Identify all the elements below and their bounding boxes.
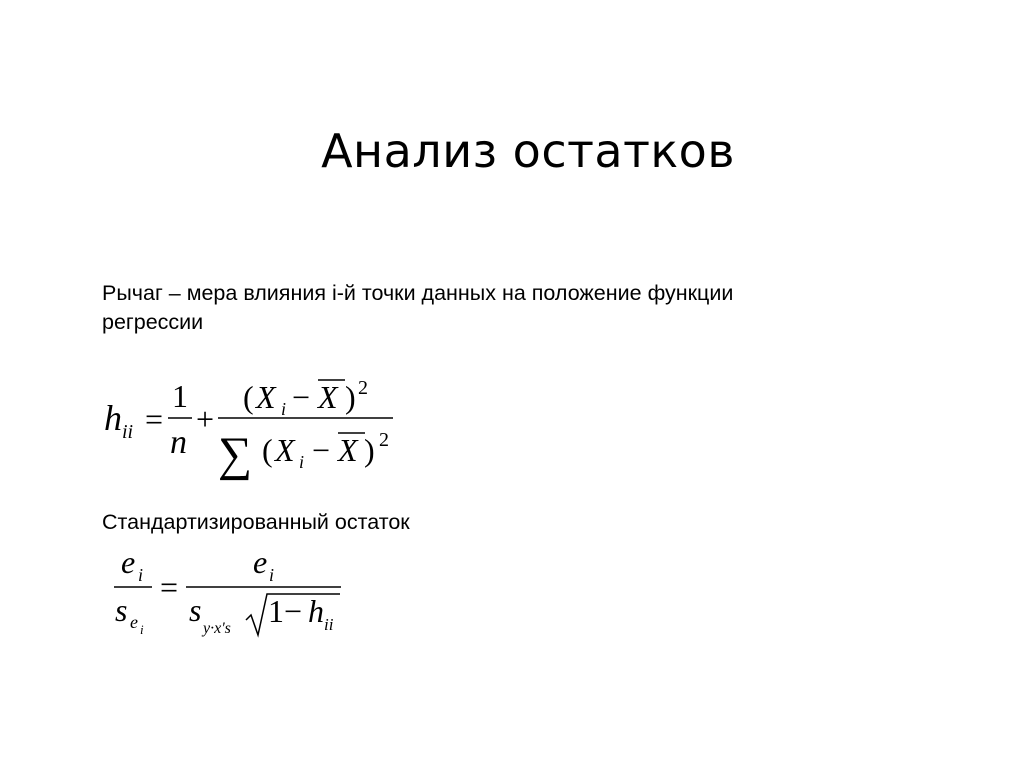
plus-sign: + xyxy=(196,401,215,437)
fraction-denominator-n: n xyxy=(170,424,187,461)
summation-sign: ∑ xyxy=(218,428,253,481)
den-X: X xyxy=(275,432,295,468)
lhs-s-subsubscript: i xyxy=(140,622,144,637)
rhs-e-subscript: i xyxy=(269,565,275,585)
leverage-definition-line1: Рычаг – мера влияния i-й точки данных на положение функции xyxy=(102,281,734,305)
rhs-e: e xyxy=(253,544,268,580)
equals-sign-2: = xyxy=(160,569,179,605)
den-close-paren: ) xyxy=(364,432,375,468)
slide-title: Анализ остатков xyxy=(321,124,735,178)
num-minus: − xyxy=(292,379,311,415)
standardized-residual-label: Стандартизированный остаток xyxy=(102,510,410,534)
num-X-mean: X xyxy=(318,379,338,415)
lhs-e: e xyxy=(121,544,136,580)
fraction-numerator-one: 1 xyxy=(172,378,188,414)
den-open-paren: ( xyxy=(262,432,273,468)
num-i-subscript: i xyxy=(281,399,287,419)
lhs-s-subscript: e xyxy=(130,612,138,632)
den-i-subscript: i xyxy=(299,452,305,472)
den-exponent: 2 xyxy=(379,429,389,451)
rhs-s: s xyxy=(189,592,202,628)
equals-sign: = xyxy=(145,401,164,437)
leverage-subscript: ii xyxy=(122,421,134,443)
leverage-definition-line2: регрессии xyxy=(102,310,204,334)
den-minus: − xyxy=(312,432,331,468)
rhs-one: 1 xyxy=(268,593,284,629)
num-open-paren: ( xyxy=(243,379,254,415)
leverage-symbol: h xyxy=(104,398,122,438)
rhs-h: h xyxy=(308,593,324,629)
num-exponent: 2 xyxy=(358,377,368,399)
lhs-e-subscript: i xyxy=(138,565,144,585)
rhs-minus: − xyxy=(284,593,303,629)
num-close-paren: ) xyxy=(345,379,356,415)
num-X: X xyxy=(256,379,276,415)
rhs-h-subscript: ii xyxy=(324,615,334,634)
rhs-s-subscript: y·x's xyxy=(203,620,231,637)
lhs-s: s xyxy=(115,592,128,628)
den-X-mean: X xyxy=(338,432,358,468)
